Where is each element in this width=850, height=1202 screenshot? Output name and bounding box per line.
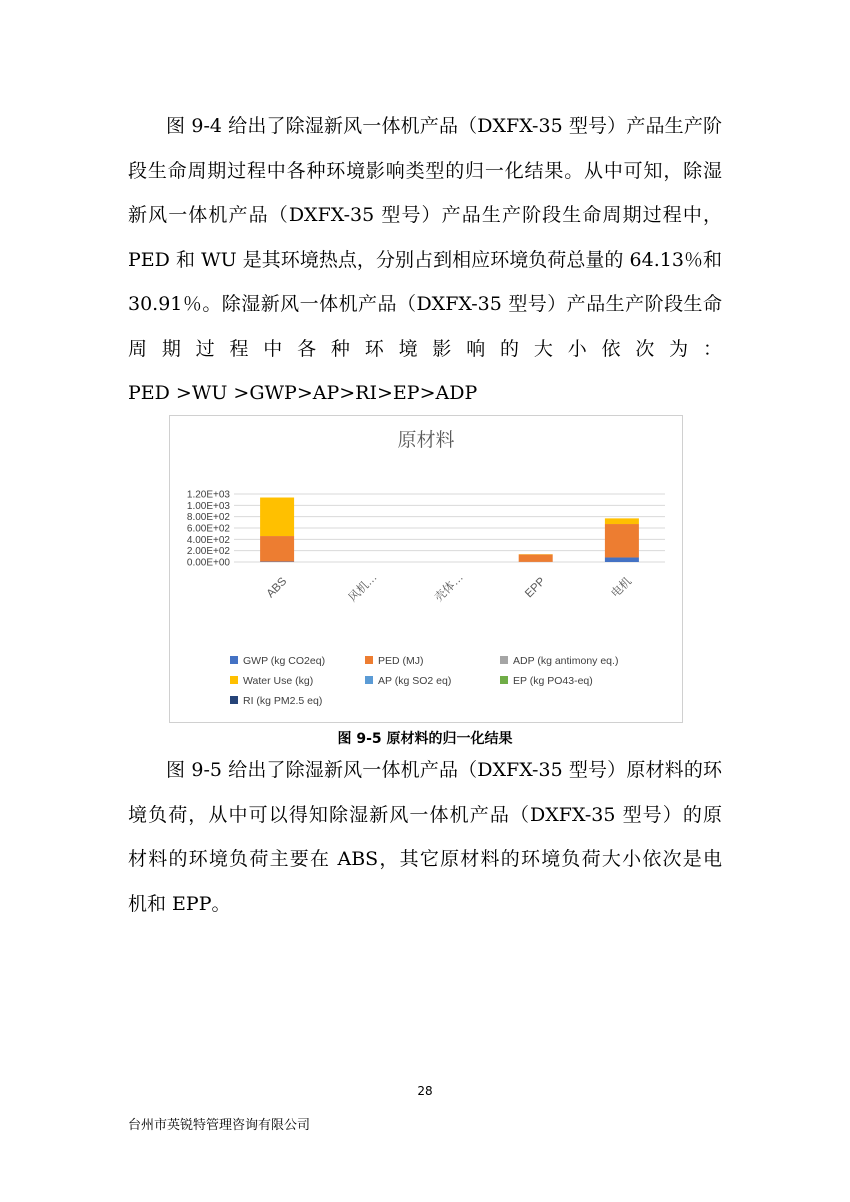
legend-label: EP (kg PO43-eq)	[513, 675, 593, 687]
legend-label: GWP (kg CO2eq)	[243, 655, 326, 667]
legend-swatch	[230, 656, 238, 664]
paragraph-line: 周期过程中各种环境影响的大小依次为：	[128, 337, 722, 360]
y-tick-label: 6.00E+02	[186, 523, 230, 535]
paragraph-line: 新风一体机产品（DXFX-35 型号）产品生产阶段生命周期过程中，	[128, 204, 722, 226]
legend-label: Water Use (kg)	[243, 675, 314, 687]
x-tick-label: 风机…	[346, 571, 380, 605]
legend-swatch	[230, 696, 238, 704]
legend-swatch	[365, 676, 373, 684]
page-number: 28	[417, 1084, 433, 1098]
legend-swatch	[500, 676, 508, 684]
x-tick-label: ABS	[264, 575, 290, 601]
paragraph-line: PED 和 WU 是其环境热点，分别占到相应环境负荷总量的 64.13％和	[128, 248, 722, 271]
figure-caption: 图 9-5 原材料的归一化结果	[337, 731, 513, 747]
y-tick-label: 1.20E+03	[186, 489, 230, 501]
legend-swatch	[230, 676, 238, 684]
chart-title: 原材料	[397, 430, 455, 451]
y-tick-label: 4.00E+02	[186, 534, 230, 546]
paragraph-line: 图 9-5 给出了除湿新风一体机产品（DXFX-35 型号）原材料的环	[166, 759, 722, 781]
legend-label: RI (kg PM2.5 eq)	[243, 695, 323, 707]
legend-swatch	[500, 656, 508, 664]
legend-swatch	[365, 656, 373, 664]
paragraph-line: 图 9-4 给出了除湿新风一体机产品（DXFX-35 型号）产品生产阶	[166, 115, 722, 137]
bar-segment	[260, 536, 294, 561]
paragraph-intro	[128, 104, 722, 416]
footer-company: 台州市英锐特管理咨询有限公司	[128, 1118, 311, 1133]
bar-segment	[605, 557, 639, 562]
bar-segment	[519, 555, 553, 562]
bar-segment	[605, 524, 639, 557]
y-tick-label: 1.00E+03	[186, 500, 230, 512]
x-tick-label: 电机	[609, 575, 635, 601]
y-tick-label: 2.00E+02	[186, 546, 230, 558]
paragraph-line: PED >WU >GWP>AP>RI>EP>ADP	[128, 382, 478, 404]
bar-segment	[605, 518, 639, 524]
y-tick-label: 8.00E+02	[186, 512, 230, 524]
paragraph-line: 机和 EPP。	[128, 892, 231, 915]
x-tick-label: EPP	[523, 575, 548, 601]
legend-label: ADP (kg antimony eq.)	[513, 655, 619, 667]
paragraph-line: 境负荷，从中可以得知除湿新风一体机产品（DXFX-35 型号）的原	[128, 803, 722, 826]
paragraph-analysis	[128, 748, 722, 926]
chart-frame	[169, 415, 683, 723]
paragraph-line: 30.91％。除湿新风一体机产品（DXFX-35 型号）产品生产阶段生命	[128, 293, 722, 315]
bar-segment	[260, 498, 294, 537]
legend-label: PED (MJ)	[378, 655, 424, 667]
x-tick-label: 壳体…	[432, 571, 466, 605]
stacked-bar-chart	[170, 416, 682, 722]
paragraph-line: 材料的环境负荷主要在 ABS，其它原材料的环境负荷大小依次是电	[128, 848, 722, 870]
y-tick-label: 0.00E+00	[186, 557, 230, 569]
paragraph-line: 段生命周期过程中各种环境影响类型的归一化结果。从中可知，除湿	[128, 159, 722, 182]
legend-label: AP (kg SO2 eq)	[378, 675, 452, 687]
